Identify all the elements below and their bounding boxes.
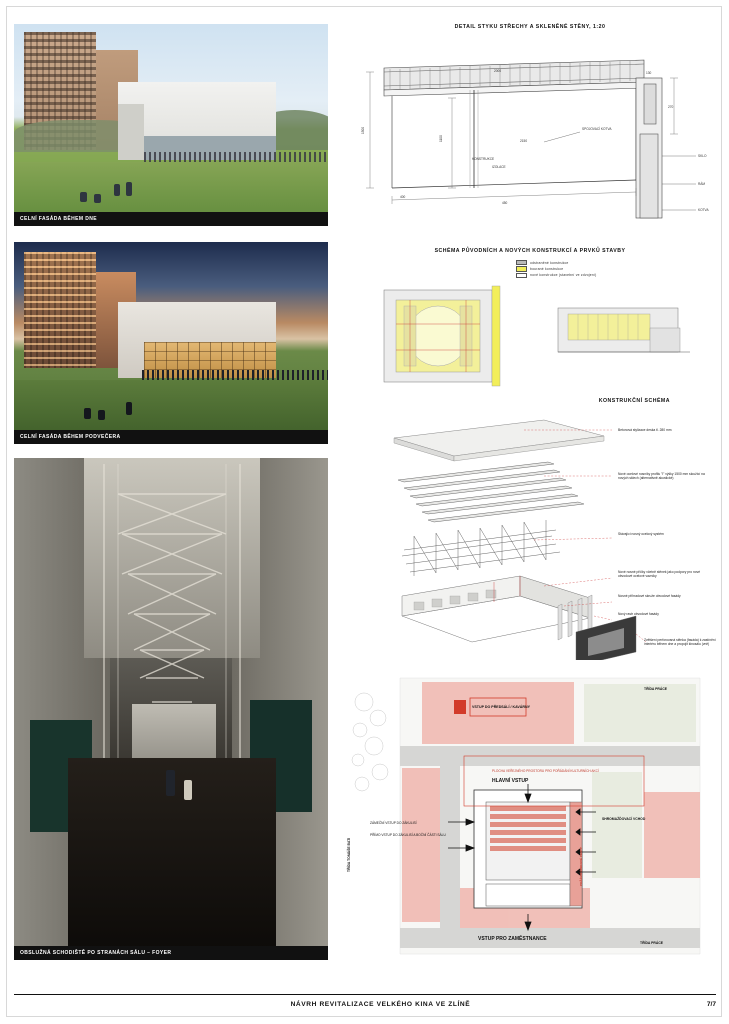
- schema-old-new-block: [344, 248, 716, 390]
- konstrukcni-note-7: Zvětšení perforovaná stěnka (fasáda) k zastínění interiéru během dne a propojit kinosálu (vně): [644, 638, 716, 647]
- konstrukcni-note-5: Nosné příhradové skruže obvodové fasády: [618, 594, 681, 598]
- figure: [166, 770, 175, 796]
- sheet-footer: [14, 994, 716, 1008]
- figure: [126, 402, 132, 415]
- detail-dim-6: 130: [646, 71, 652, 75]
- figure: [114, 184, 120, 196]
- layer-existing-steel: [402, 520, 560, 576]
- legend-label: nové konstrukce (stavební ve zdvojení): [530, 273, 597, 278]
- legend-item: [516, 273, 596, 278]
- crowd-evening: [142, 370, 328, 380]
- konstrukcni-note-2: Nové ocelové nosníky profilu "I" výšky 1500 mm sloužící na nových sklech (alternativně akustické): [618, 472, 705, 481]
- konstrukcni-title: KONSTRUKČNÍ SCHÉMA: [598, 398, 670, 404]
- render-evening: [14, 242, 328, 444]
- schema-drawings: [344, 284, 716, 394]
- konstrukcni-note-4: Nové nosné příčky včetně stěnek jako podpory pro nové obvodové ocelové vazníky: [618, 570, 701, 579]
- figure: [94, 194, 101, 203]
- legend-swatch: [516, 273, 527, 278]
- schema-title: SCHÉMA PŮVODNÍCH A NOVÝCH KONSTRUKCÍ A PRVKŮ STAVBY: [434, 248, 626, 254]
- figure: [80, 192, 87, 202]
- schema-section: [558, 308, 690, 352]
- building-footprint: [474, 790, 582, 908]
- detail-note-ram: RÁM: [698, 182, 706, 186]
- detail-dim-4: 450: [502, 201, 508, 205]
- detail-dim-left: 1500: [361, 126, 365, 134]
- render-day-caption: CELNÍ FASÁDA BĚHEM DNE: [14, 212, 328, 226]
- legend-label: bourané konstrukce: [530, 267, 564, 272]
- konstrukcni-note-1: Betonová stylizace deska tl. 280 mm: [618, 428, 672, 432]
- detail-dim-2: 2150: [520, 139, 528, 143]
- site-label-kavarna: VSTUP DO PŘEDSÁLÍ / KAVÁRNY: [472, 705, 530, 709]
- detail-title: DETAIL STYKU STŘECHY A SKLENĚNÉ STĚNY, 1:20: [454, 24, 606, 30]
- detail-dim-7: 270: [668, 105, 674, 109]
- panel-building-evening: [24, 252, 96, 368]
- figure: [98, 410, 105, 420]
- render-day: [14, 24, 328, 226]
- konstrukcni-note-6: Nový rastr obvodové fasády: [618, 612, 659, 616]
- site-label-backstage-entrance: ZÁMEČNÍ VSTUP DO ZÁKULISÍ: [370, 821, 417, 825]
- detail-note-izolace: IZOLACE: [492, 165, 506, 169]
- site-label-street-bata: TŘÍDA TOMÁŠE BATI: [347, 837, 351, 872]
- site-label-staff-entrance: VSTUP PRO ZAMĚSTNANCE: [478, 936, 547, 942]
- figure: [126, 182, 132, 196]
- konstrukcni-note-3: Stávající nosný ocelový systém: [618, 532, 664, 536]
- legend-item: [516, 260, 596, 265]
- detail-note-spoj: SPOJOVACÍ KOTVA: [582, 127, 612, 131]
- site-label-main-entrance: HLAVNÍ VSTUP: [492, 778, 529, 784]
- legend-item: [516, 266, 596, 271]
- konstrukcni-schema-block: [344, 398, 716, 666]
- layer-perforated-screen: [576, 616, 636, 660]
- detail-dim-5: 400: [400, 195, 406, 199]
- render-evening-caption: CELNÍ FASÁDA BĚHEM PODVEČERA: [14, 430, 328, 444]
- legend-swatch: [516, 260, 527, 265]
- site-label-street-prace-1: TŘÍDA PRÁCE: [644, 687, 668, 691]
- legend-label: odstraněné konstrukce: [530, 260, 569, 265]
- footer-page-number: 7/7: [706, 1001, 716, 1008]
- detail-note-sklo: SKLO: [698, 154, 707, 158]
- detail-dim-3: 1100: [439, 135, 443, 142]
- site-plan-block: [344, 672, 716, 960]
- detail-note-konstrukce: KONSTRUKCE: [472, 157, 495, 161]
- site-label-side-entrance: PŘÍMO VSTUP DO ZÁKULISÍ A BOČNÍ ČÁSTI SÁLU: [370, 833, 446, 837]
- site-plan-drawing: [344, 672, 716, 960]
- site-label-escape-routes: POŽÁRNÍ ÚNIKOVÉ CESTY: [579, 847, 583, 886]
- render-interior: [14, 458, 328, 960]
- site-label-street-prace-2: TŘÍDA PRÁCE: [640, 941, 664, 945]
- figure: [84, 408, 91, 419]
- schema-plan: [384, 286, 500, 386]
- detail-note-kotva: KOTVA: [698, 208, 709, 212]
- site-label-assembly-entrance: SHROMAŽĎOVACÍ VCHOD: [602, 817, 646, 821]
- layer-i-beams: [398, 462, 584, 522]
- render-interior-caption: OBSLUŽNÁ SCHODIŠTĚ PO STRANÁCH SÁLU – FOYER: [14, 946, 328, 960]
- detail-dim-1: 2000: [494, 69, 502, 73]
- crowd-day: [144, 152, 328, 162]
- figure: [184, 780, 192, 800]
- schema-legend: [516, 260, 596, 279]
- footer-title: NÁVRH REVITALIZACE VELKÉHO KINA VE ZLÍNĚ: [290, 1001, 471, 1008]
- cinema-side-day: [118, 104, 144, 160]
- site-label-public-space: PLOCHA VEŘEJNÉHO PROSTORU PRO POŘÁDÁNÍ KULTURNÍCH AKCÍ: [492, 769, 599, 773]
- legend-swatch: [516, 266, 527, 271]
- layer-roof-slab: [394, 420, 604, 461]
- detail-drawing-block: [344, 24, 716, 230]
- detail-drawing: [344, 38, 716, 228]
